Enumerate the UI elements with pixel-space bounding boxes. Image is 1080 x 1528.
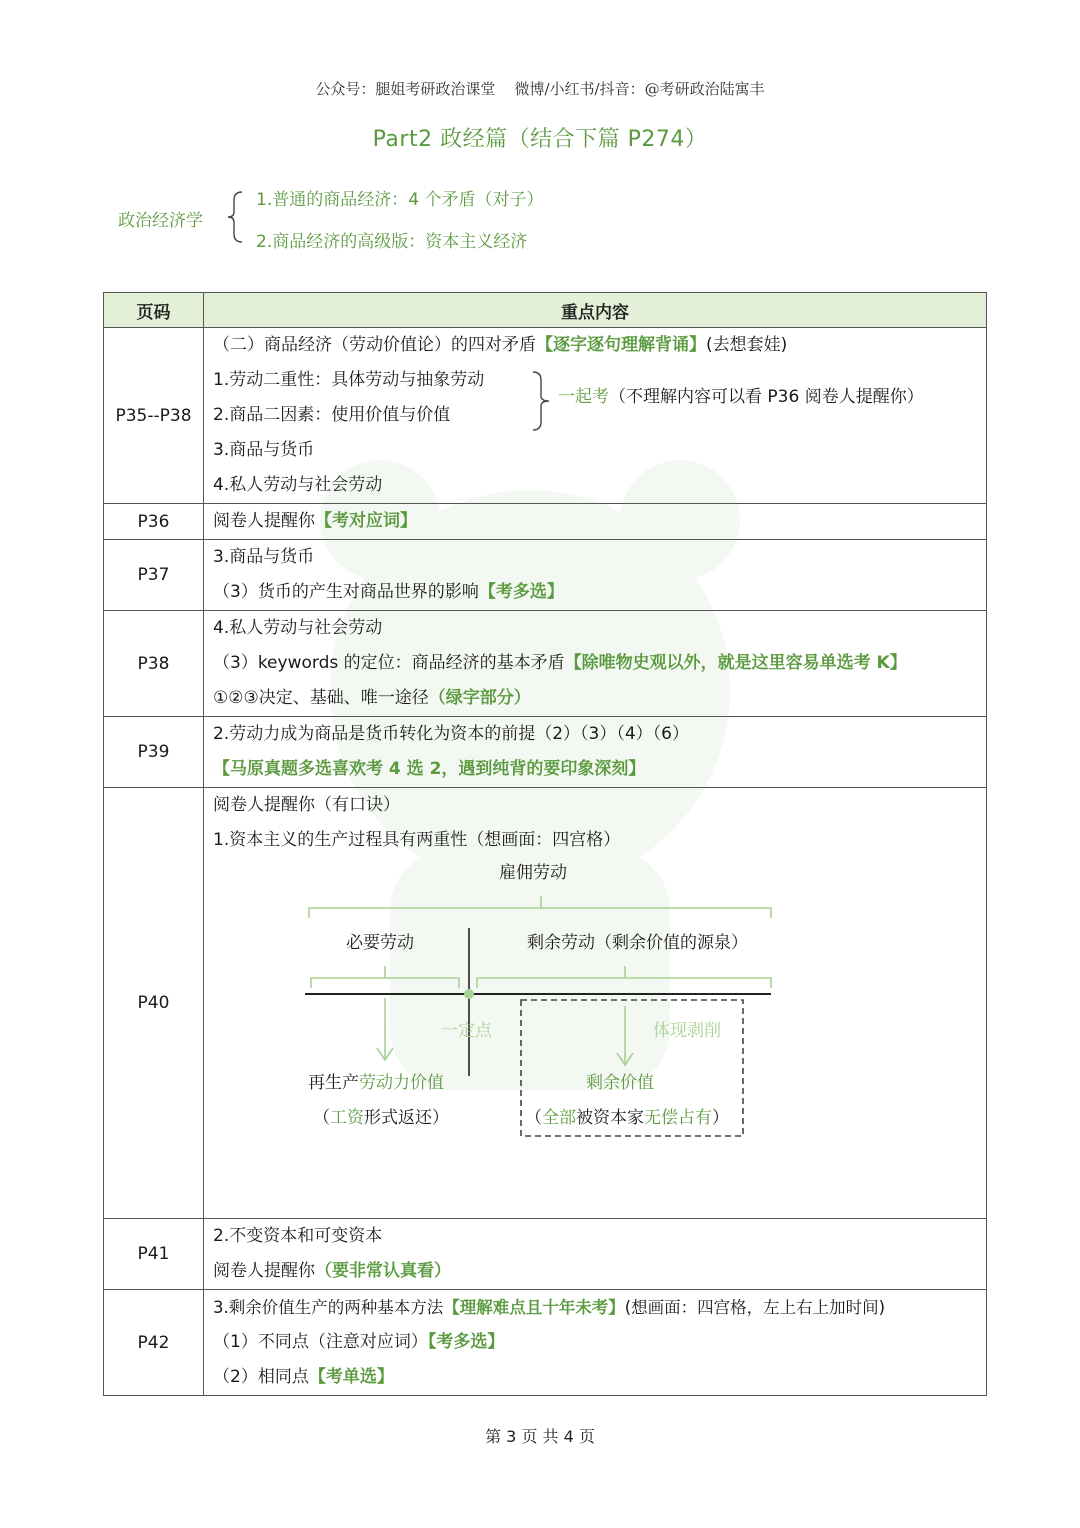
table-row: [104, 328, 987, 504]
note-text: （不理解内容可以看 P36 阅卷人提醒你）: [609, 387, 924, 407]
table-row: [104, 540, 987, 611]
source-line: 公众号：腿姐考研政治课堂 微博/小红书/抖音：@考研政治陆寓丰: [315, 80, 765, 98]
diagram-text: 被资本家: [576, 1108, 644, 1128]
diagram-text: ）: [712, 1108, 729, 1128]
row-highlight: 【考多选】: [478, 582, 564, 602]
diagram-left-label: 必要劳动: [346, 933, 414, 953]
row-highlight: 【考对应词】: [315, 511, 417, 531]
table-header-row: [104, 293, 987, 328]
diagram-text: （: [313, 1108, 330, 1128]
table-row: [104, 1219, 987, 1290]
diagram-highlight: 全部: [542, 1108, 576, 1128]
intro-item-2: 2.商品经济的高级版：资本主义经济: [256, 232, 528, 252]
row-highlight: （绿字部分）: [428, 688, 531, 708]
row-highlight: 【理解难点且十年未考】: [443, 1298, 625, 1317]
row-text: （3）货币的产生对商品世界的影响: [213, 582, 479, 602]
content-cell: [204, 504, 987, 540]
row-text: 阅卷人提醒你: [213, 1261, 315, 1281]
page-footer: 第 3 页 共 4 页: [485, 1427, 595, 1446]
group-brace: [531, 370, 555, 432]
row-highlight: 【除唯物史观以外，就是这里容易单选考 K】: [564, 653, 907, 673]
row-text: 4.私人劳动与社会劳动: [213, 618, 383, 638]
row-text: (去想套娃): [706, 335, 788, 355]
content-cell: [204, 717, 987, 788]
row-highlight: 【考单选】: [308, 1367, 394, 1387]
table-row: [104, 788, 987, 1219]
intro-item-1: 1.普通的商品经济：4 个矛盾（对子）: [256, 190, 544, 210]
page-cell: P41: [104, 1219, 204, 1290]
note-highlight: 一起考: [558, 387, 609, 407]
page-cell: P42: [104, 1290, 204, 1396]
row-highlight: （要非常认真看）: [315, 1261, 451, 1281]
content-cell: [204, 788, 987, 1219]
content-cell: [204, 1290, 987, 1396]
header-content: 重点内容: [204, 293, 987, 328]
diagram-right-label: 剩余劳动（剩余价值的源泉）: [527, 933, 748, 953]
header-page: 页码: [104, 293, 204, 328]
page-cell: P35--P38: [104, 328, 204, 504]
row-text: （2）相同点: [213, 1367, 309, 1387]
page-cell: P40: [104, 788, 204, 1219]
diagram-exploit-label: 体现剥削: [653, 1021, 721, 1041]
row-text: ①②③决定、基础、唯一途径: [213, 688, 429, 708]
page-cell: P39: [104, 717, 204, 788]
row-text: (想画面：四宫格，左上右上加时间): [624, 1298, 886, 1317]
content-cell: [204, 540, 987, 611]
diagram-text: （: [525, 1108, 542, 1128]
row-text: 3.商品与货币: [213, 440, 315, 460]
row-text: 4.私人劳动与社会劳动: [213, 475, 383, 495]
row-highlight: 【逐字逐句理解背诵】: [536, 335, 706, 355]
diagram-text: 形式返还）: [364, 1108, 449, 1128]
key-content-table: [103, 292, 987, 1396]
intro-brace: [226, 190, 246, 244]
table-row: [104, 717, 987, 788]
page-title: Part2 政经篇（结合下篇 P274）: [372, 127, 708, 152]
diagram-highlight: 工资: [330, 1108, 364, 1128]
table-row: [104, 504, 987, 540]
row-text: 1.资本主义的生产过程具有两重性（想画面：四宫格）: [213, 830, 621, 850]
row-text: 阅卷人提醒你（有口诀）: [213, 795, 400, 815]
row-text: 3.剩余价值生产的两种基本方法: [213, 1298, 444, 1317]
row-text: 3.商品与货币: [213, 547, 315, 567]
row-text: 阅卷人提醒你: [213, 511, 315, 531]
row-text: （3）keywords 的定位：商品经济的基本矛盾: [213, 653, 565, 673]
intro-label: 政治经济学: [118, 211, 203, 231]
row-text: （二）商品经济（劳动价值论）的四对矛盾: [213, 335, 536, 355]
page-cell: P36: [104, 504, 204, 540]
row-text: 2.商品二因素：使用价值与价值: [213, 405, 451, 425]
row-text: 2.劳动力成为商品是货币转化为资本的前提（2）（3）（4）（6）: [213, 724, 689, 744]
table-row: [104, 611, 987, 717]
content-cell: [204, 611, 987, 717]
row-text: （1）不同点（注意对应词）: [213, 1332, 428, 1352]
content-cell: [204, 328, 987, 504]
table-row: [104, 1290, 987, 1396]
page-cell: P38: [104, 611, 204, 717]
page-cell: P37: [104, 540, 204, 611]
labor-diagram: [213, 858, 986, 1218]
row-text: 2.不变资本和可变资本: [213, 1226, 383, 1246]
diagram-text: 再生产: [308, 1073, 359, 1093]
content-cell: [204, 1219, 987, 1290]
diagram-top-label: 雇佣劳动: [499, 863, 567, 883]
row-highlight: 【马原真题多选喜欢考 4 选 2，遇到纯背的要印象深刻】: [213, 759, 646, 779]
row-highlight: 【考多选】: [427, 1332, 505, 1352]
diagram-highlight: 劳动力价值: [359, 1073, 444, 1093]
row-text: 1.劳动二重性：具体劳动与抽象劳动: [213, 370, 485, 390]
diagram-highlight: 无偿占有: [644, 1108, 712, 1128]
diagram-right-result: 剩余价值: [586, 1073, 654, 1093]
diagram-mid-label: 一定点: [441, 1021, 492, 1041]
